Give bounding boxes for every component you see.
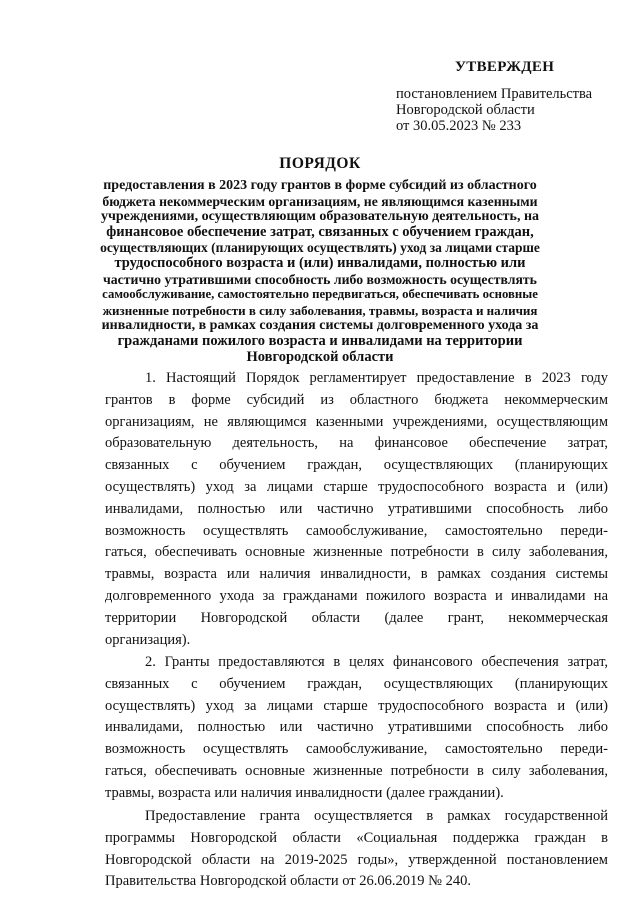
paragraph-1 (105, 368, 608, 651)
approval-title: УТВЕРЖДЕН (455, 59, 555, 75)
subtitle-line: частично утратившими способность либо возможность осуществлять (103, 271, 537, 287)
paragraph-line: осуществлять) уход за лицами старше трудоспособного возраста и (или) (105, 697, 608, 714)
subtitle-line: предоставления в 2023 году грантов в форме субсидий из областного (103, 178, 537, 193)
paragraph-line: осуществлять) уход за лицами старше трудоспособного возраста и (или) (105, 478, 608, 495)
approval-line: Новгородской области (396, 102, 535, 118)
paragraph-line: возможность осуществлять самообслуживание, самостоятельно переди- (105, 522, 608, 539)
paragraph-line: инвалидами, полностью или частично утратившими способность либо (105, 500, 608, 517)
paragraph-line: грантов в форме субсидий из областного бюджета некоммерческим (105, 391, 608, 408)
paragraph-line: инвалидами, полностью или частично утратившими способность либо (105, 719, 608, 736)
subtitle-line: финансовое обеспечение затрат, связанных с обучением граждан, (106, 223, 534, 240)
paragraph-line: Предоставление гранта осуществляется в рамках государственной (145, 808, 608, 824)
subtitle-line: трудоспособного возраста и (или) инвалидами, полностью или (114, 254, 526, 271)
paragraph-line: программы Новгородской области «Социальная поддержка граждан в (105, 829, 608, 846)
document-heading: ПОРЯДОК (279, 155, 361, 172)
subtitle-line: инвалидности, в рамках создания системы долговременного ухода за (101, 318, 539, 334)
subtitle-line: Новгородской области (246, 348, 394, 365)
paragraph-line: гаться, обеспечивать основные жизненные потребности в силу заболевания, (105, 762, 608, 779)
paragraph-line: Новгородской области на 2019-2025 годы», утвержденной постановлением (105, 851, 608, 868)
paragraph-line: возможность осуществлять самообслуживание, самостоятельно переди- (105, 741, 608, 758)
paragraph-line: гаться, обеспечивать основные жизненные потребности в силу заболевания, (105, 544, 608, 561)
paragraph-line: территории Новгородской области (далее грант, некоммерческая (105, 609, 608, 626)
paragraph-line: травмы, возраста или наличия инвалидности (далее граждании). (105, 784, 504, 801)
paragraph-line: 1. Настоящий Порядок регламентирует предоставление в 2023 году (145, 370, 608, 386)
subtitle-line: жизненные потребности в силу заболевания, травмы, возраста и наличия (102, 302, 538, 318)
paragraph-line: 2. Гранты предоставляются в целях финансового обеспечения затрат, (145, 654, 608, 670)
subtitle-line: осуществляющих (планирующих осуществлять) уход за лицами старше (100, 240, 540, 256)
approval-line: постановлением Правительства (396, 86, 593, 102)
subtitle-line: гражданами пожилого возраста и инвалидами на территории (117, 332, 523, 349)
paragraph-3 (105, 806, 608, 893)
approval-stamp (396, 58, 616, 134)
approval-line: от 30.05.2023 № 233 (396, 118, 522, 134)
subtitle-line: бюджета некоммерческим организациям, не являющимся казенными (102, 193, 538, 209)
paragraph-line: организациям, не являющимся казенными учреждениями, осуществляющим (105, 413, 608, 430)
paragraph-line: связанных с обучением граждан, осуществляющих (планирующих (105, 675, 608, 692)
paragraph-line: связанных с обучением граждан, осуществляющих (планирующих (105, 457, 608, 474)
paragraph-line: травмы, возраста или наличия инвалидности, в рамках создания системы (105, 566, 608, 583)
paragraph-line: Правительства Новгородской области от 26.06.2019 № 240. (105, 873, 471, 890)
paragraph-2 (105, 652, 608, 805)
subtitle-line: самообслуживание, самостоятельно передвигаться, обеспечивать основные (102, 287, 538, 302)
document-subtitle (100, 178, 540, 365)
paragraph-line: организация). (105, 631, 191, 648)
paragraph-line: образовательную деятельность, на финансовое обеспечение затрат, (105, 435, 608, 452)
paragraph-line: долговременного ухода за гражданами пожилого возраста и инвалидами на (105, 587, 608, 604)
subtitle-line: учреждениями, осуществляющим образовательную деятельность, на (100, 209, 540, 225)
